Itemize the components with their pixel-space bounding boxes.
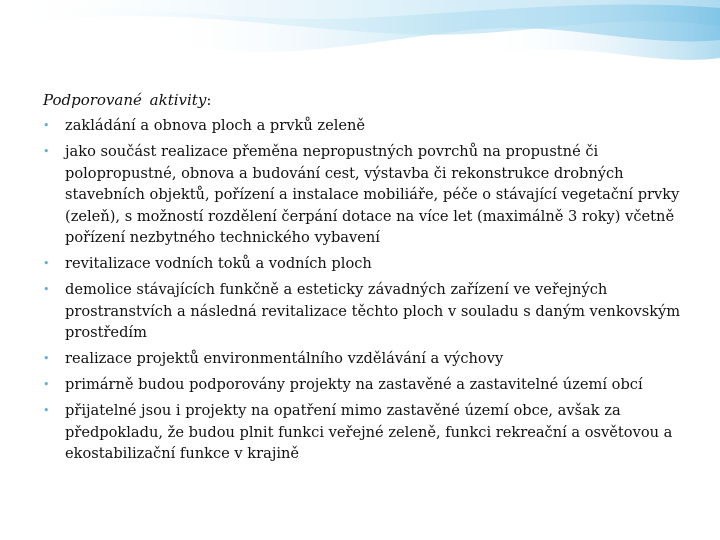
list-item (43, 279, 683, 344)
bullet-icon: • (43, 404, 50, 417)
list-item-text: demolice stávajících funkčně a esteticky závadných zařízení ve veřejných prostranstvích a následná revitalizace těchto ploch v souladu s daným venkovským prostředím (65, 281, 681, 341)
list-item (43, 141, 683, 249)
list-item-text: primárně budou podporovány projekty na zastavěné a zastavitelné území obcí (65, 376, 643, 393)
bullet-icon: • (43, 283, 50, 296)
bullet-icon: • (43, 145, 50, 158)
bullet-icon: • (43, 352, 50, 365)
list-item-text: jako součást realizace přeměna nepropustných povrchů na propustné či polopropustné, obnova a budování cest, výstavba či rekonstrukce drobných stavebních objektů, pořízení a instalace mobiliáře, péče o stávající vegetační prvky (zeleň), s možností rozdělení čerpání dotace na více let (maximálně 3 roky) včetně pořízení nezbytného technického vybavení (65, 143, 680, 246)
list-item-text: revitalizace vodních toků a vodních ploch (65, 255, 372, 272)
list-item (43, 115, 683, 137)
list-item-text: přijatelné jsou i projekty na opatření mimo zastavěné území obce, avšak za předpokladu, že budou plnit funkci veřejné zeleně, funkci rekreační a osvětovou a ekostabilizační funkce v krajině (65, 402, 673, 462)
list-item (43, 374, 683, 396)
text-content (43, 89, 683, 469)
heading-colon: : (206, 91, 212, 109)
section-heading (43, 89, 683, 111)
list-item (43, 253, 683, 275)
bullet-icon: • (43, 119, 50, 132)
list-item (43, 348, 683, 370)
bullet-icon: • (43, 257, 50, 270)
activity-list (43, 115, 683, 465)
list-item-text: realizace projektů environmentálního vzdělávání a výchovy (65, 350, 504, 367)
heading-title: Podporované aktivity (43, 91, 207, 109)
list-item-text: zakládání a obnova ploch a prvků zeleně (65, 117, 366, 134)
wave-graphic (0, 0, 720, 80)
list-item (43, 400, 683, 465)
header-wave-decoration (0, 0, 720, 80)
bullet-icon: • (43, 378, 50, 391)
